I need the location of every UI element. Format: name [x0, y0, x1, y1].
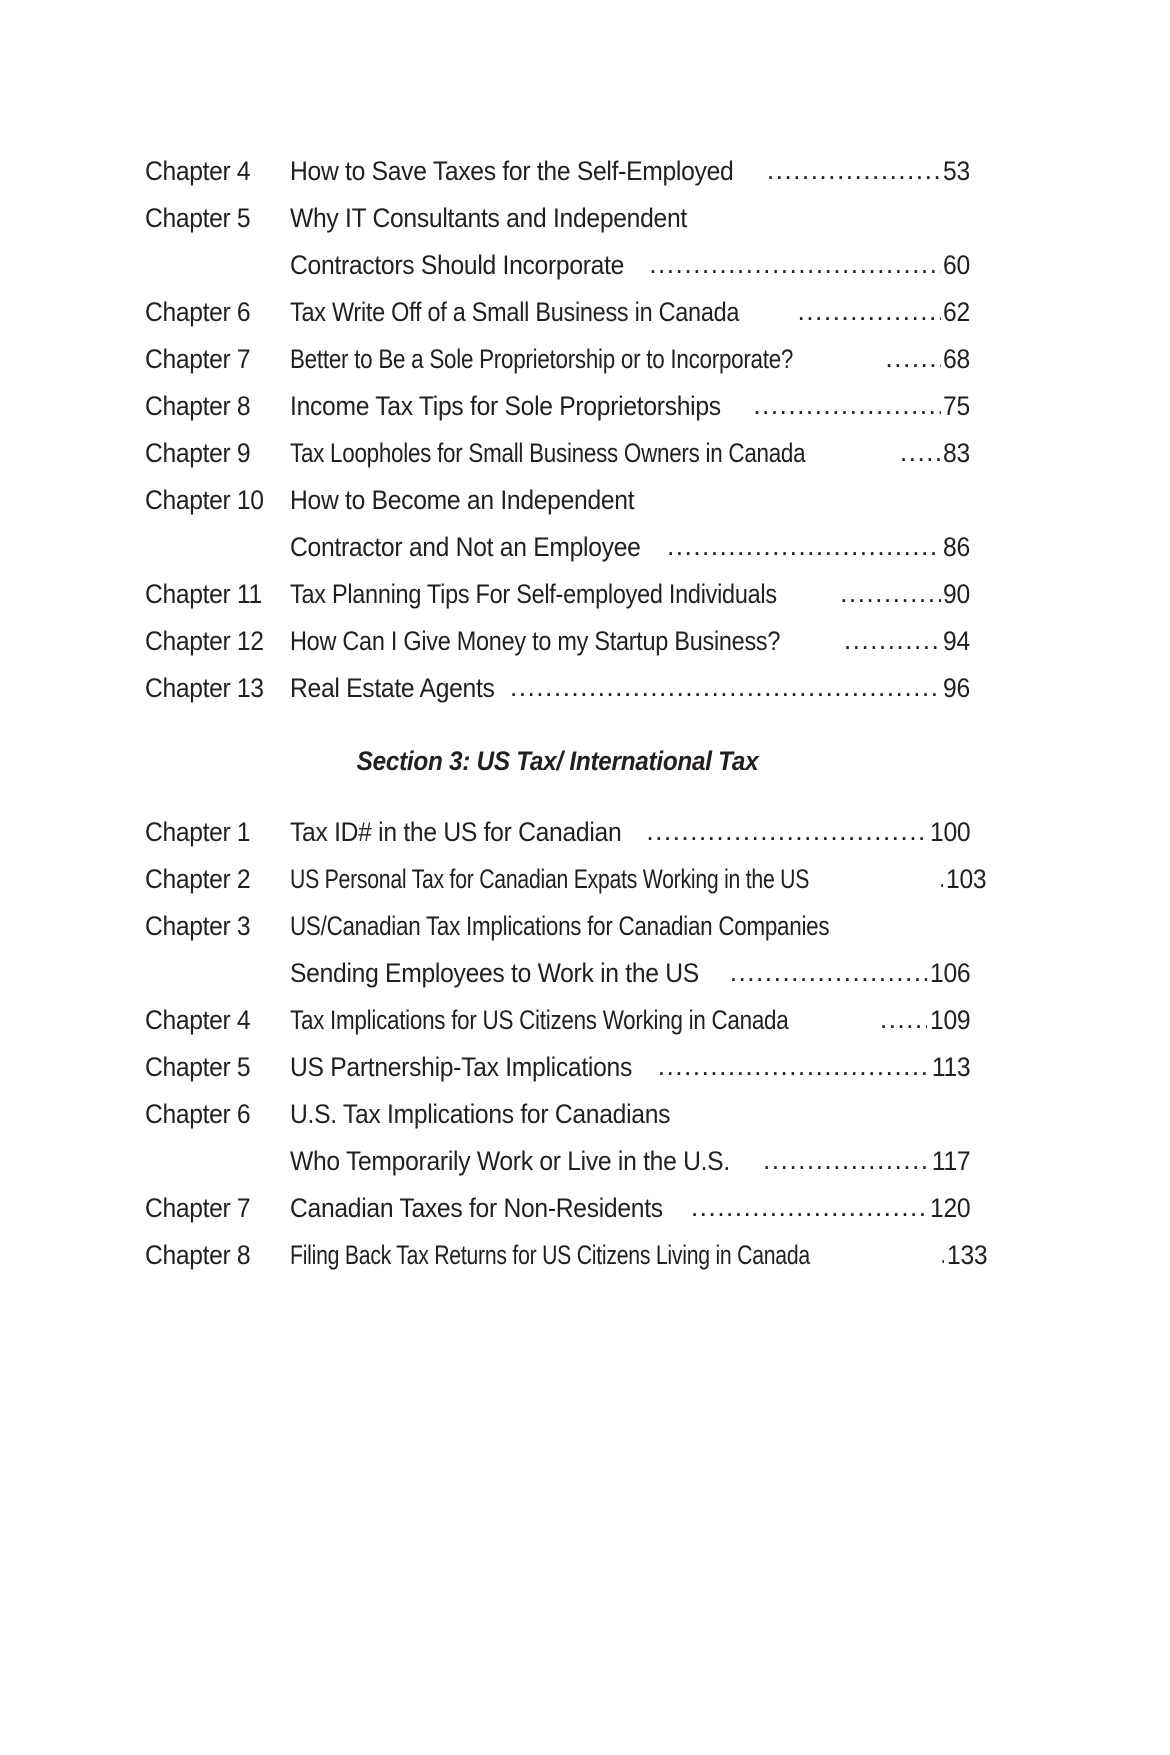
entry-body	[290, 440, 970, 467]
page-number: 86	[943, 532, 970, 562]
dot-leader	[658, 1053, 929, 1080]
page-number: 103	[945, 863, 987, 894]
entry-title: Contractor and Not an Employee	[290, 532, 641, 562]
chapter-label: Chapter 4	[145, 1004, 251, 1035]
entry-title: Income Tax Tips for Sole Proprietorships	[290, 391, 721, 421]
entry-body	[290, 816, 970, 847]
dot-leader	[880, 1006, 927, 1033]
page-number: 109	[929, 1004, 970, 1035]
page-number: 53	[943, 156, 970, 186]
toc-entry[interactable]	[145, 158, 970, 185]
entry-body	[290, 158, 970, 185]
page-number: 113	[931, 1051, 970, 1082]
dot-leader	[667, 533, 941, 560]
entry-title: How to Become an Independent	[290, 485, 635, 515]
entry-body	[290, 1051, 970, 1082]
entry-title: Who Temporarily Work or Live in the U.S.	[290, 1145, 730, 1176]
toc-entry[interactable]	[145, 1004, 970, 1035]
entry-title: Better to Be a Sole Proprietorship or to Incorporate?	[290, 344, 794, 374]
toc-entry[interactable]	[145, 863, 987, 894]
entry-title: Canadian Taxes for Non-Residents	[290, 1192, 663, 1223]
dot-leader	[730, 959, 927, 986]
toc-entry[interactable]	[145, 1098, 970, 1129]
dot-leader	[753, 392, 941, 419]
entry-title: Tax Loopholes for Small Business Owners in Canada	[290, 438, 806, 468]
entry-title: How to Save Taxes for the Self-Employed	[290, 156, 734, 186]
chapter-label: Chapter 8	[145, 1239, 251, 1270]
entry-body	[290, 957, 970, 988]
chapter-label: Chapter 8	[145, 391, 251, 421]
chapter-label: Chapter 12	[145, 626, 264, 656]
entry-body	[290, 299, 970, 326]
entry-body	[290, 1004, 970, 1035]
chapter-label: Chapter 7	[145, 1192, 251, 1223]
dot-leader	[840, 580, 941, 607]
page-number: 117	[931, 1145, 970, 1176]
entry-body	[290, 675, 970, 702]
toc-entry[interactable]	[145, 346, 970, 373]
dot-leader	[885, 345, 941, 372]
chapter-label: Chapter 11	[145, 579, 262, 609]
entry-title: Tax Implications for US Citizens Working in Canada	[290, 1004, 789, 1035]
chapter-label: Chapter 6	[145, 1098, 251, 1129]
dot-leader	[691, 1194, 927, 1221]
entry-body	[290, 1098, 970, 1129]
entry-body	[290, 1239, 988, 1270]
chapter-label: Chapter 13	[145, 673, 264, 703]
entry-body	[290, 205, 970, 232]
toc-entry[interactable]	[145, 675, 970, 702]
toc-entry[interactable]	[145, 393, 970, 420]
page-number: 100	[929, 816, 970, 847]
dot-leader	[767, 157, 941, 184]
chapter-label: Chapter 5	[145, 1051, 251, 1082]
section-2-entries	[145, 158, 970, 702]
toc-list	[145, 156, 988, 1289]
page-number: 83	[943, 438, 970, 468]
page-number: 60	[943, 250, 970, 280]
dot-leader	[939, 865, 943, 892]
section-3-heading: Section 3: US Tax/ International Tax	[356, 745, 759, 776]
dot-leader	[900, 439, 941, 466]
toc-entry[interactable]	[145, 487, 970, 514]
dot-leader	[844, 627, 941, 654]
dot-leader	[510, 674, 941, 701]
entry-title: Tax Write Off of a Small Business in Canada	[290, 297, 740, 327]
toc-entry-continuation[interactable]	[145, 1145, 970, 1176]
dot-leader	[649, 251, 941, 278]
dot-leader	[940, 1241, 944, 1268]
section-3-entries	[145, 816, 988, 1270]
entry-body	[290, 1192, 970, 1223]
chapter-label: Chapter 3	[145, 910, 251, 941]
entry-body	[290, 487, 970, 514]
chapter-label: Chapter 5	[145, 203, 251, 233]
entry-title: US Partnership-Tax Implications	[290, 1051, 632, 1082]
entry-title: Real Estate Agents	[290, 673, 495, 703]
toc-entry-continuation[interactable]	[145, 252, 970, 279]
entry-body	[290, 393, 970, 420]
entry-body	[290, 252, 970, 279]
chapter-label: Chapter 7	[145, 344, 251, 374]
entry-title: Tax ID# in the US for Canadian	[290, 816, 622, 847]
chapter-label: Chapter 4	[145, 156, 251, 186]
entry-body	[290, 863, 987, 894]
page-number: 75	[943, 391, 970, 421]
chapter-label: Chapter 1	[145, 816, 251, 847]
entry-title: Tax Planning Tips For Self-employed Individuals	[290, 579, 777, 609]
toc-entry-continuation[interactable]	[145, 534, 970, 561]
page-number: 68	[943, 344, 970, 374]
entry-body	[290, 581, 970, 608]
page-number: 90	[943, 579, 970, 609]
entry-title: US/Canadian Tax Implications for Canadian Companies	[290, 910, 830, 941]
dot-leader	[798, 298, 942, 325]
entry-body	[290, 534, 970, 561]
toc-entry[interactable]	[145, 910, 970, 941]
chapter-label: Chapter 6	[145, 297, 251, 327]
toc-entry[interactable]	[145, 1239, 988, 1270]
page-number: 133	[946, 1239, 988, 1270]
toc-entry[interactable]	[145, 628, 970, 655]
dot-leader	[646, 818, 926, 845]
toc-entry-continuation[interactable]	[145, 957, 970, 988]
entry-title: How Can I Give Money to my Startup Business?	[290, 626, 781, 656]
page-number: 106	[929, 957, 970, 988]
chapter-label: Chapter 2	[145, 863, 251, 894]
entry-title: US Personal Tax for Canadian Expats Working in the US	[290, 863, 810, 894]
page-number: 96	[943, 673, 970, 703]
chapter-label: Chapter 9	[145, 438, 251, 468]
dot-leader	[763, 1147, 929, 1174]
entry-title: Contractors Should Incorporate	[290, 250, 625, 280]
page-number: 94	[943, 626, 970, 656]
entry-body	[290, 910, 970, 941]
toc-entry[interactable]	[145, 581, 970, 608]
toc-entry[interactable]	[145, 1051, 970, 1082]
entry-body	[290, 346, 970, 373]
toc-entry[interactable]	[145, 299, 970, 326]
entry-title: Why IT Consultants and Independent	[290, 203, 687, 233]
page-number: 120	[929, 1192, 970, 1223]
toc-entry[interactable]	[145, 440, 970, 467]
page-number: 62	[943, 297, 970, 327]
entry-title: U.S. Tax Implications for Canadians	[290, 1098, 671, 1129]
chapter-label: Chapter 10	[145, 485, 264, 515]
entry-body	[290, 1145, 970, 1176]
entry-title: Sending Employees to Work in the US	[290, 957, 699, 988]
entry-title: Filing Back Tax Returns for US Citizens Living in Canada	[290, 1239, 810, 1270]
toc-entry[interactable]	[145, 205, 970, 232]
entry-body	[290, 628, 970, 655]
toc-entry[interactable]	[145, 816, 970, 847]
toc-entry[interactable]	[145, 1192, 970, 1223]
